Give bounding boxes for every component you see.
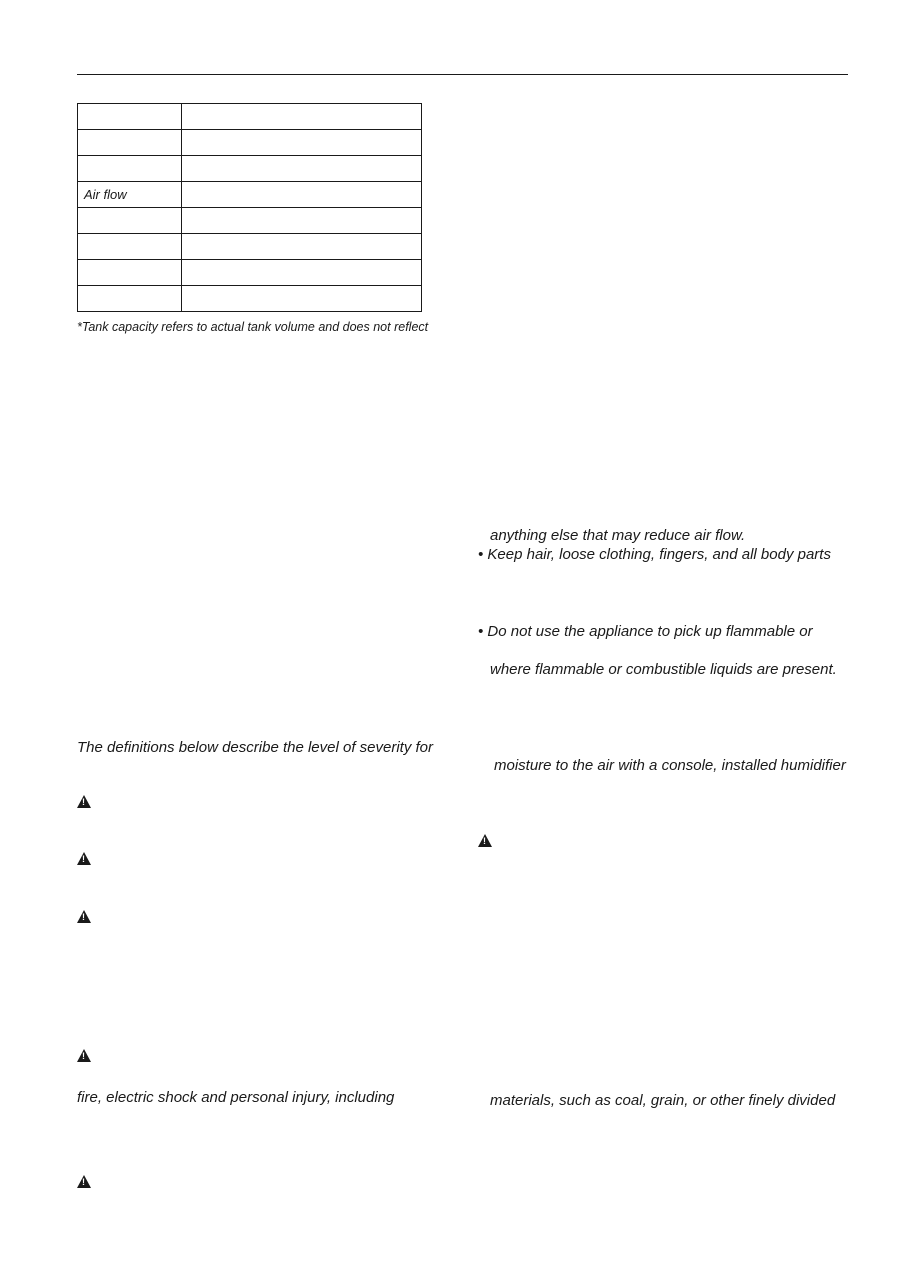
spec-label xyxy=(78,104,182,130)
table-row xyxy=(78,156,422,182)
warning-icon xyxy=(77,795,91,808)
table-row xyxy=(78,130,422,156)
spec-value xyxy=(182,182,422,208)
spec-label xyxy=(78,286,182,312)
warning-icon xyxy=(77,910,91,923)
spec-label xyxy=(78,130,182,156)
spec-value xyxy=(182,234,422,260)
bullet-keep-hair: • Keep hair, loose clothing, fingers, and all body parts xyxy=(478,546,831,563)
table-row xyxy=(78,286,422,312)
warning-icon xyxy=(77,1175,91,1188)
bullet-flammable: • Do not use the appliance to pick up flammable or xyxy=(478,623,813,640)
table-row xyxy=(78,182,422,208)
spec-value xyxy=(182,156,422,182)
materials-line: materials, such as coal, grain, or other finely divided xyxy=(490,1092,836,1109)
table-row xyxy=(78,260,422,286)
air-flow-line: anything else that may reduce air flow. xyxy=(490,527,746,544)
spec-label xyxy=(78,208,182,234)
table-footnote: *Tank capacity refers to actual tank volume and does not reflect xyxy=(77,320,429,334)
spec-value xyxy=(182,208,422,234)
warning-icon xyxy=(478,834,492,847)
definitions-intro: The definitions below describe the level of severity for xyxy=(77,739,434,756)
warning-icon xyxy=(77,852,91,865)
warning-icon xyxy=(77,1049,91,1062)
table-row xyxy=(78,104,422,130)
fire-warning-line: fire, electric shock and personal injury, including xyxy=(77,1089,395,1106)
spec-value xyxy=(182,286,422,312)
spec-label: Air flow xyxy=(78,182,182,208)
spec-label xyxy=(78,156,182,182)
spec-value xyxy=(182,130,422,156)
spec-table xyxy=(77,103,422,312)
moisture-line: moisture to the air with a console, installed humidifier xyxy=(494,757,846,774)
spec-value xyxy=(182,260,422,286)
spec-value xyxy=(182,104,422,130)
table-row xyxy=(78,208,422,234)
table-row xyxy=(78,234,422,260)
header-rule xyxy=(77,74,848,75)
spec-label xyxy=(78,260,182,286)
spec-label xyxy=(78,234,182,260)
flammable-continued: where flammable or combustible liquids are present. xyxy=(490,661,837,678)
